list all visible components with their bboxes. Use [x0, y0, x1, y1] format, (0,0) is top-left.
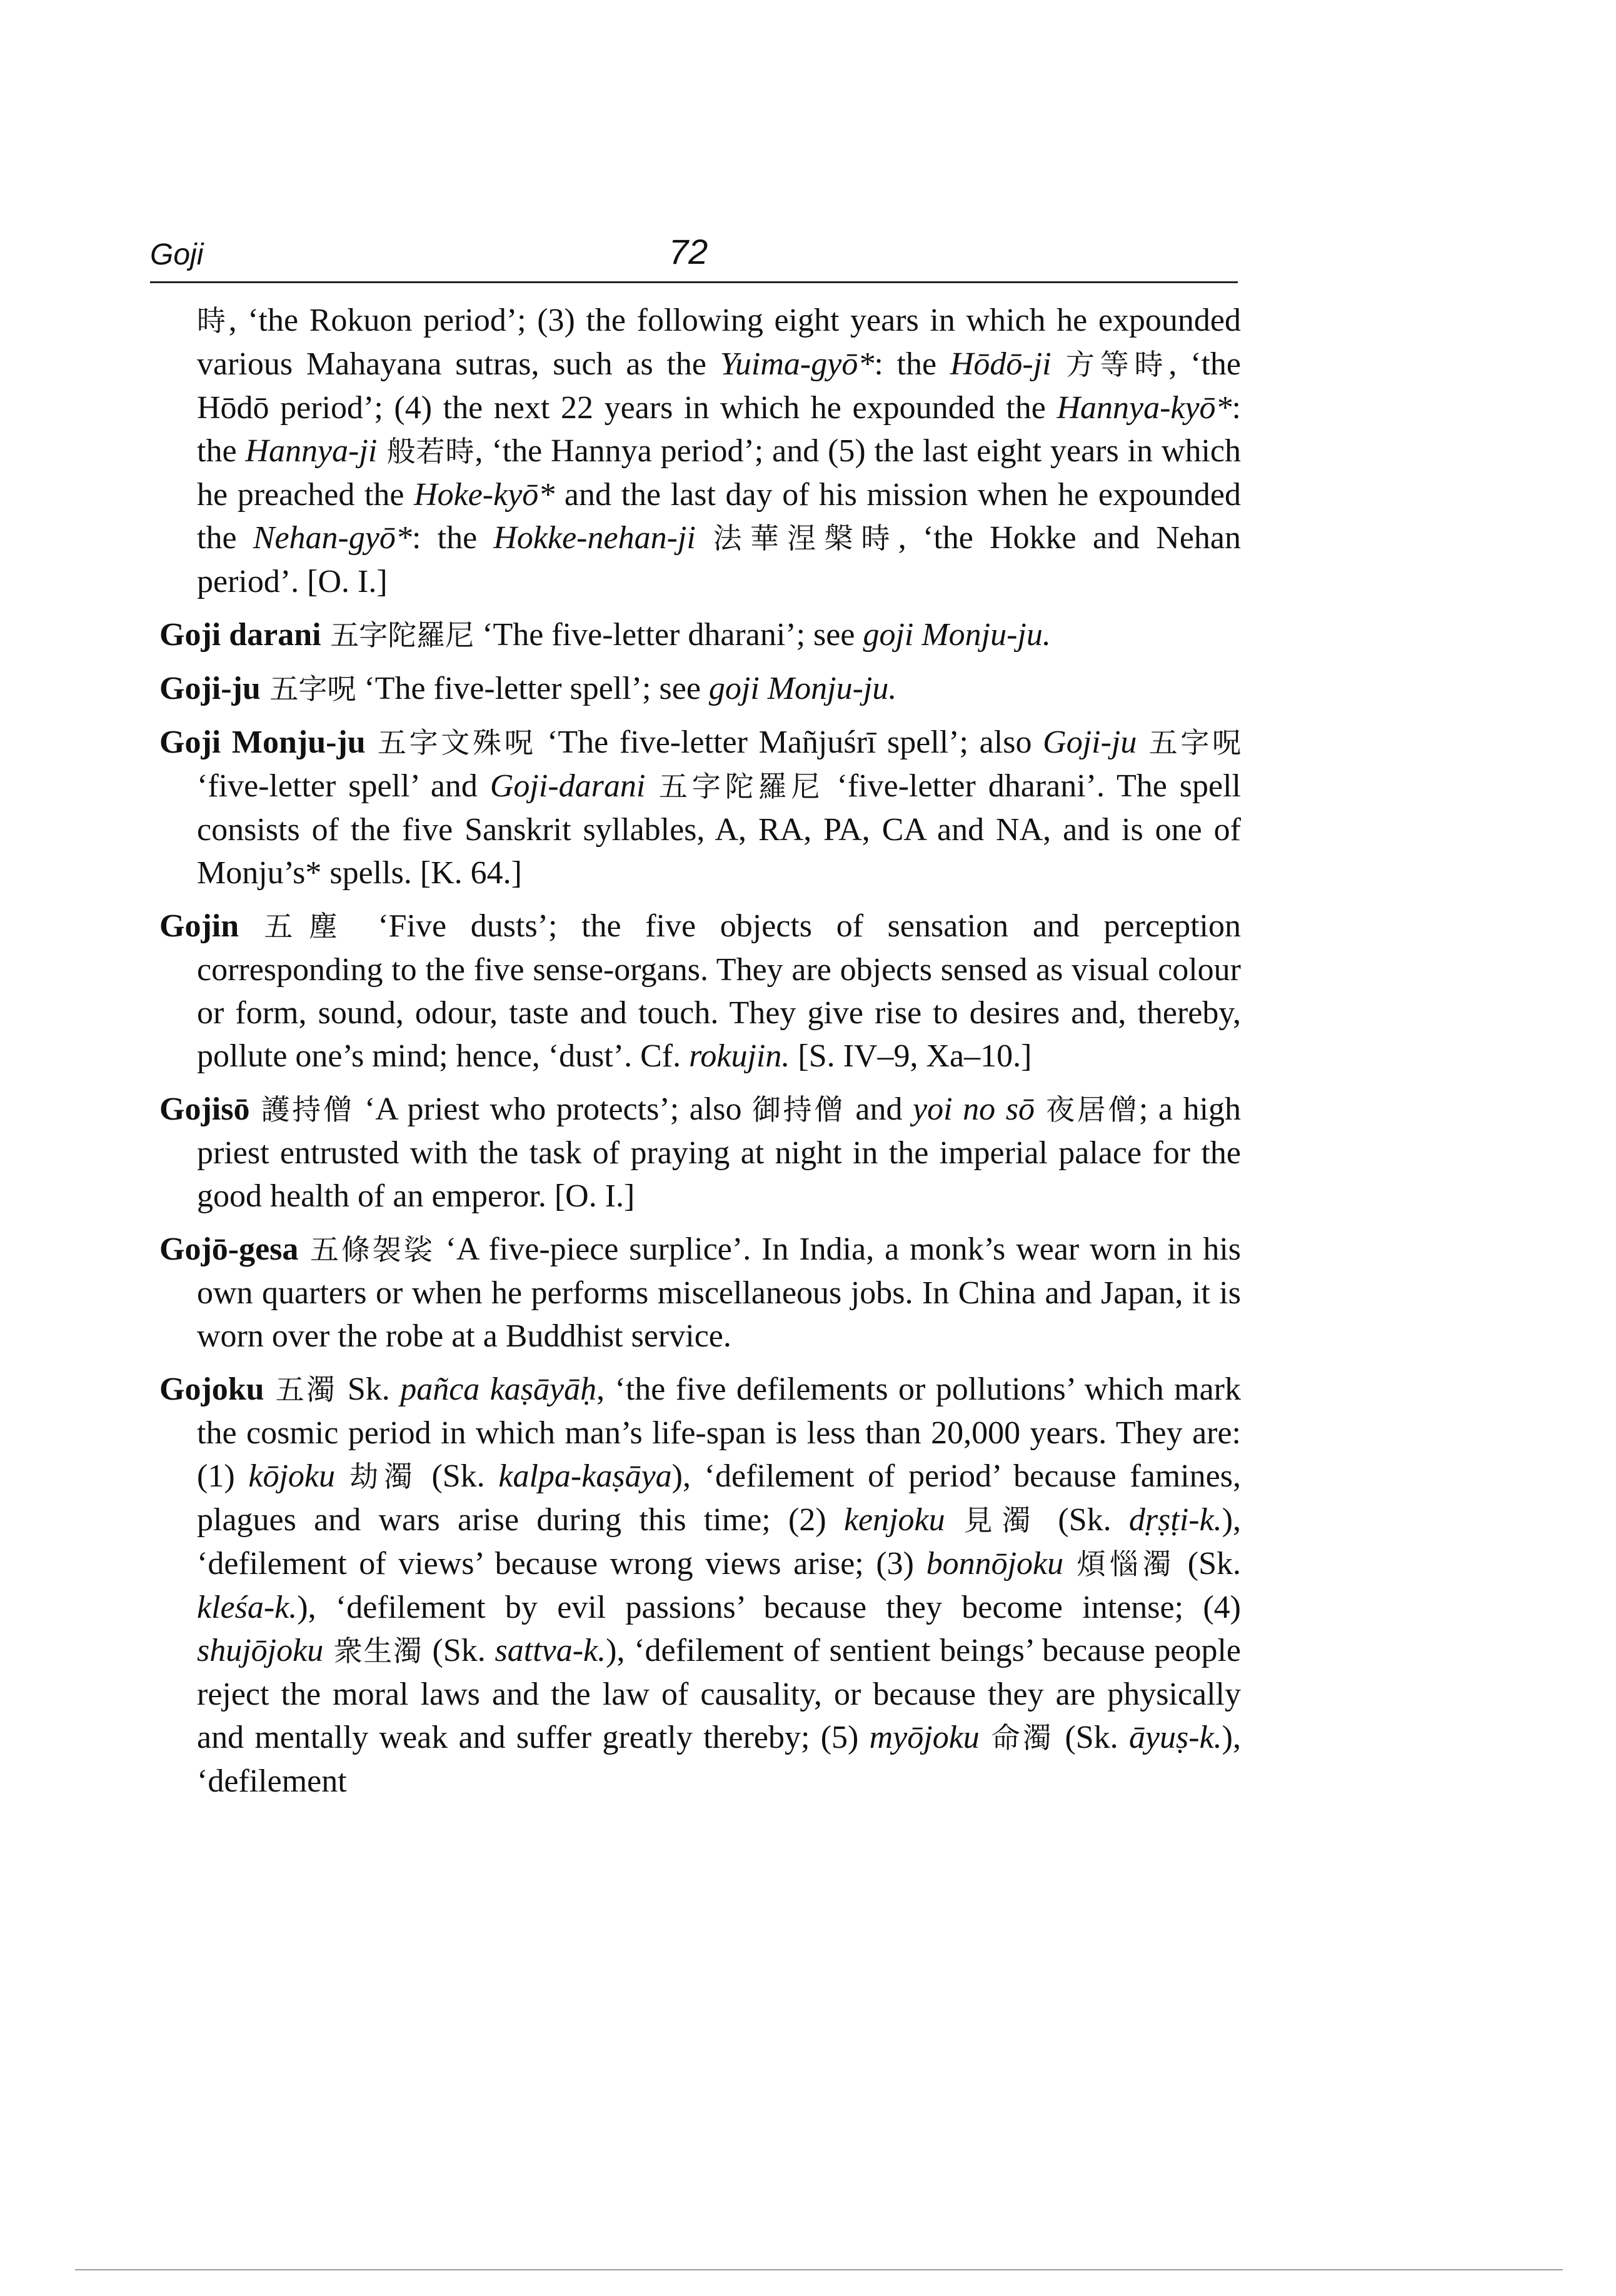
entries-column — [159, 299, 1241, 1813]
headword: Gojin — [159, 908, 239, 944]
headword: Goji darani — [159, 617, 321, 653]
entry-text: Hokke-nehan-ji — [493, 520, 696, 556]
entry-text: ‘A priest who protects’; also — [354, 1091, 753, 1127]
kanji-text: 夜居僧 — [1034, 1093, 1139, 1126]
entry-text: ‘The five-letter Mañjuśrī spell’; also — [536, 724, 1043, 760]
entry-text: kalpa-kaṣāya — [498, 1458, 672, 1494]
entry-text: , ‘the Hōdō period’; (4) the next 22 years in which he expounded the — [197, 346, 1241, 426]
headword: Goji-ju — [159, 671, 261, 706]
entry-text: ; a high priest entrusted with the task of praying at night in the imperial palace for the good health of an emperor. [O. I.] — [197, 1091, 1242, 1214]
kanji-text: 五字陀羅尼 — [321, 618, 474, 652]
entry-text: ), ‘defilement by evil passions’ because they become intense; (4) — [297, 1590, 1241, 1625]
bottom-edge-line — [75, 2269, 1563, 2270]
entry-text: : the — [197, 390, 1241, 469]
entry-text: ‘A five-piece surplice’. In India, a monk’s wear worn in his own quarters or when he performs miscellaneous jobs. In China and Japan, it is worn over the robe at a Buddhist service. — [197, 1231, 1242, 1354]
entry-text: (Sk. — [418, 1458, 499, 1494]
entry-text: ‘five-letter spell’ and — [197, 768, 490, 804]
headword: Gojoku — [159, 1371, 264, 1407]
entry-text: rokujin. — [689, 1038, 790, 1074]
entry-goji-monju-ju — [159, 721, 1241, 895]
entry-text: , ‘the five defilements or pollutions’ which mark the cosmic period in which man’s life-span is less than 20,000 years. They are: (1) — [197, 1371, 1241, 1494]
entry-text: goji Monju-ju. — [863, 617, 1051, 653]
kanji-text: 煩惱濁 — [1063, 1547, 1176, 1581]
entry-text: Nehan-gyō* — [253, 520, 412, 556]
entry-text: and the last day of his mission when he expounded the — [197, 477, 1242, 556]
entry-text: kenjoku — [843, 1502, 945, 1538]
guide-word: Goji — [150, 238, 204, 271]
headword: Gojisō — [159, 1091, 250, 1127]
entry-text: and — [845, 1091, 913, 1127]
kanji-text: 五字文殊呪 — [365, 726, 536, 759]
entry-text: ‘five-letter dharani’. The spell consists of the five Sanskrit syllables, A, RA, PA, CA and NA, and is one of Monju’s* spells. [K. 64.] — [197, 768, 1242, 891]
entry-text: goji Monju-ju. — [708, 671, 897, 706]
entry-text: , ‘the Rokuon period’; (3) the following eight years in which he expounded various Mahayana sutras, such as the — [197, 303, 1241, 382]
entry-text: Hannya-kyō* — [1056, 390, 1232, 426]
entry-text: ), ‘defilement — [197, 1720, 1241, 1799]
entry-text: ), ‘defilement of period’ because famines, plagues and wars arise during this time; (2) — [197, 1458, 1241, 1538]
entry-text: (Sk. — [1054, 1720, 1129, 1755]
entry-text: [S. IV–9, Xa–10.] — [790, 1038, 1032, 1074]
entry-gojoku — [159, 1368, 1241, 1803]
entry-continuation — [159, 299, 1241, 603]
page-header — [150, 231, 1238, 283]
entry-text: , ‘the Hokke and Nehan period’. [O. I.] — [197, 520, 1241, 599]
entry-text: ‘The five-letter spell’; see — [356, 671, 709, 706]
kanji-text: 法華涅槃時 — [695, 521, 898, 555]
kanji-text: 五字陀羅尼 — [645, 770, 825, 803]
kanji-text: 見濁 — [945, 1503, 1041, 1537]
entry-gojiso — [159, 1088, 1241, 1218]
entry-text: kleśa-k. — [197, 1590, 298, 1625]
entry-text: yoi no sō — [913, 1091, 1035, 1127]
entry-text: Hoke-kyō* — [414, 477, 555, 513]
kanji-text: 御持僧 — [752, 1093, 845, 1126]
kanji-text: 五塵 — [239, 910, 354, 943]
kanji-text: 命濁 — [979, 1721, 1055, 1755]
kanji-text: 五字呪 — [1137, 726, 1242, 759]
entry-text: Hōdō-ji — [950, 346, 1051, 382]
page-number: 72 — [669, 232, 708, 271]
entry-text: myōjoku — [869, 1720, 980, 1755]
entry-text: kōjoku — [248, 1458, 335, 1494]
entry-text: (Sk. — [1040, 1502, 1129, 1538]
kanji-text: 衆生濁 — [323, 1634, 423, 1668]
entry-goji-ju — [159, 667, 1241, 711]
entry-text: ), ‘defilement of views’ because wrong views arise; (3) — [197, 1502, 1242, 1582]
kanji-text: 般若時 — [377, 434, 475, 468]
entry-text: : the — [874, 346, 950, 382]
kanji-text: 五字呪 — [260, 672, 356, 706]
entry-text: Yuima-gyō* — [720, 346, 875, 382]
entry-text: shujōjoku — [197, 1633, 324, 1668]
kanji-text: 五條袈裟 — [298, 1233, 435, 1266]
entry-text: ), ‘defilement of sentient beings’ because people reject the moral laws and the law of causality, or because they are physically and mentally weak and suffer greatly thereby; (5) — [197, 1633, 1241, 1755]
entry-text: , ‘the Hannya period’; and (5) the last eight years in which he preached the — [197, 433, 1241, 513]
kanji-text: 時 — [197, 304, 229, 338]
entry-text: ‘Five dusts’; the five objects of sensation and perception corresponding to the five sense-organs. They are objects sensed as visual colour or form, sound, odour, taste and touch. They give rise to desires and, thereby, pollute one’s mind; hence, ‘dust’. Cf. — [197, 908, 1242, 1074]
entry-text: pañca kaṣāyāḥ — [400, 1371, 597, 1407]
entry-goji-darani — [159, 613, 1241, 657]
entry-text: sattva-k. — [494, 1633, 606, 1668]
entry-text: dṛṣṭi-k. — [1128, 1502, 1222, 1538]
kanji-text: 方等時 — [1051, 348, 1169, 381]
entry-text: bonnōjoku — [926, 1546, 1064, 1582]
entry-text: (Sk. — [1175, 1546, 1241, 1582]
kanji-text: 五濁 — [264, 1373, 338, 1406]
entry-text: Hannya-ji — [245, 433, 378, 469]
headword: Goji Monju-ju — [159, 724, 366, 760]
entry-text: āyuṣ-k. — [1128, 1720, 1222, 1755]
entry-text: Sk. — [337, 1371, 401, 1407]
entry-text: ‘The five-letter dharani’; see — [474, 617, 863, 653]
kanji-text: 護持僧 — [249, 1093, 354, 1126]
headword: Gojō-gesa — [159, 1231, 299, 1267]
entry-text: Goji-darani — [489, 768, 646, 804]
entry-gojo-gesa — [159, 1228, 1241, 1358]
entry-text: (Sk. — [423, 1633, 495, 1668]
entry-gojin — [159, 905, 1241, 1078]
kanji-text: 劫濁 — [334, 1460, 418, 1493]
entry-text: : the — [411, 520, 494, 556]
entry-text: Goji-ju — [1043, 724, 1137, 760]
